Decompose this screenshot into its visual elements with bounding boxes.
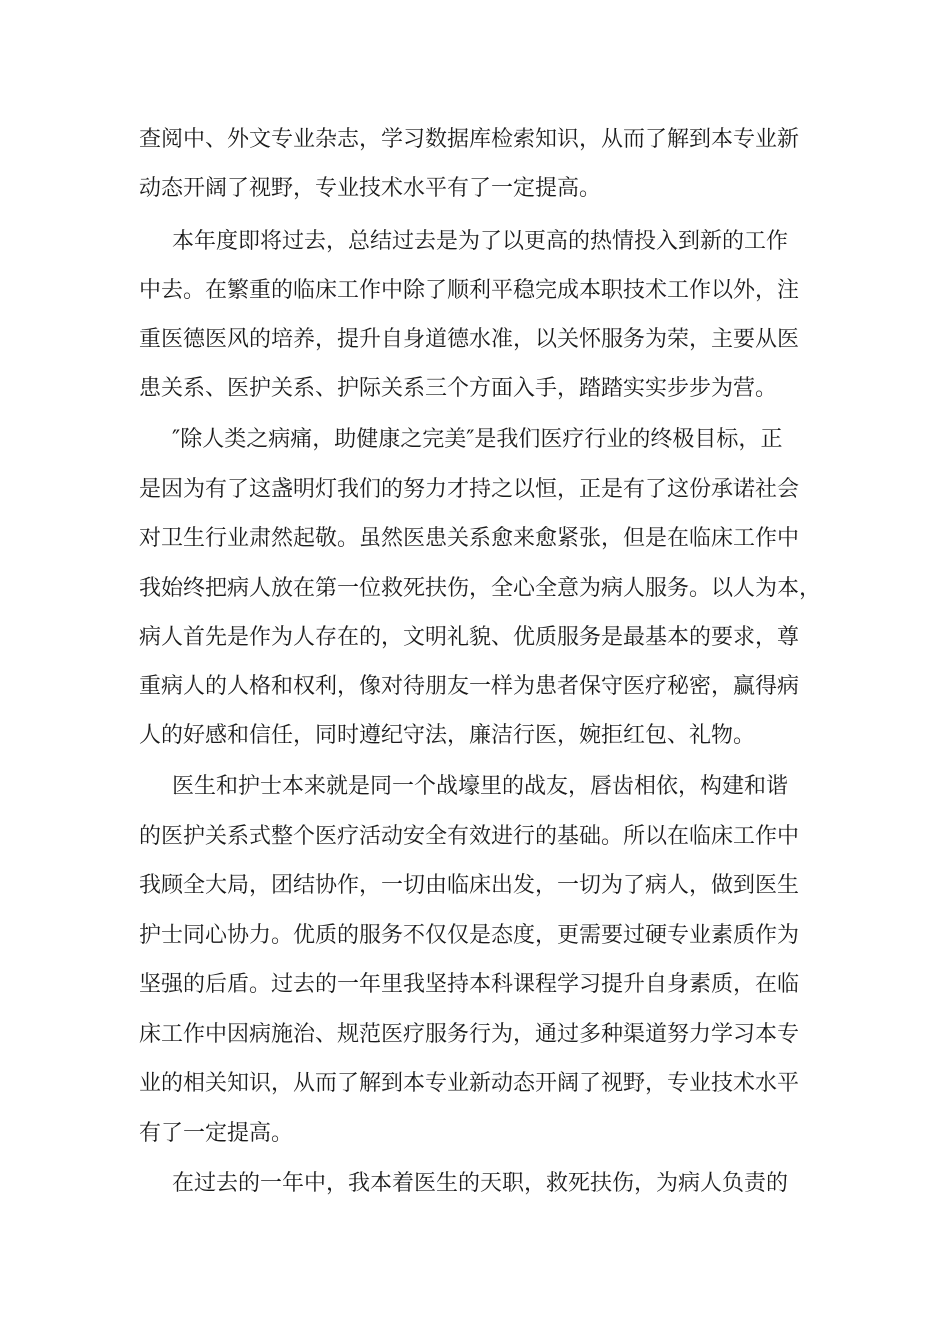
text-line: 查阅中、外文专业杂志，学习数据库检索知识，从而了解到本专业新 [139, 127, 800, 152]
text-line: 业的相关知识，从而了解到本专业新动态开阔了视野，专业技术水平 [139, 1071, 800, 1096]
text-line: 是因为有了这盏明灯我们的努力才持之以恒，正是有了这份承诺社会 [139, 477, 800, 502]
text-line: 床工作中因病施治、规范医疗服务行为，通过多种渠道努力学习本专 [139, 1022, 800, 1047]
text-line: 对卫生行业肃然起敬。虽然医患关系愈来愈紧张，但是在临床工作中 [139, 526, 800, 551]
paragraph-first-line: 医生和护士本来就是同一个战壕里的战友，唇齿相依，构建和谐 [172, 774, 789, 799]
text-line: 中去。在繁重的临床工作中除了顺利平稳完成本职技术工作以外，注 [139, 278, 800, 303]
text-line: 患关系、医护关系、护际关系三个方面入手，踏踏实实步步为营。 [139, 376, 778, 401]
text-line: 的医护关系式整个医疗活动安全有效进行的基础。所以在临床工作中 [139, 824, 800, 849]
text-line: 我始终把病人放在第一位救死扶伤，全心全意为病人服务。以人为本， [139, 576, 822, 601]
text-line: 重病人的人格和权利，像对待朋友一样为患者保守医疗秘密，赢得病 [139, 674, 800, 699]
text-line: 重医德医风的培养，提升自身道德水准，以关怀服务为荣，主要从医 [139, 327, 800, 352]
text-line: 有了一定提高。 [139, 1121, 294, 1146]
text-line: 坚强的后盾。过去的一年里我坚持本科课程学习提升自身素质，在临 [139, 972, 800, 997]
paragraph-first-line: 在过去的一年中，我本着医生的天职，救死扶伤，为病人负责的 [172, 1171, 789, 1196]
paragraph-first-line: 本年度即将过去，总结过去是为了以更高的热情投入到新的工作 [172, 229, 789, 254]
text-line: 人的好感和信任，同时遵纪守法，廉洁行医，婉拒红包、礼物。 [139, 723, 756, 748]
paragraph-first-line: ″除人类之病痛，助健康之完美″是我们医疗行业的终极目标，正 [172, 427, 783, 452]
text-line: 病人首先是作为人存在的，文明礼貌、优质服务是最基本的要求，尊 [139, 625, 800, 650]
text-line: 动态开阔了视野，专业技术水平有了一定提高。 [139, 176, 602, 201]
text-line: 护士同心协力。优质的服务不仅仅是态度，更需要过硬专业素质作为 [139, 923, 800, 948]
text-line: 我顾全大局，团结协作，一切由临床出发，一切为了病人，做到医生 [139, 873, 800, 898]
